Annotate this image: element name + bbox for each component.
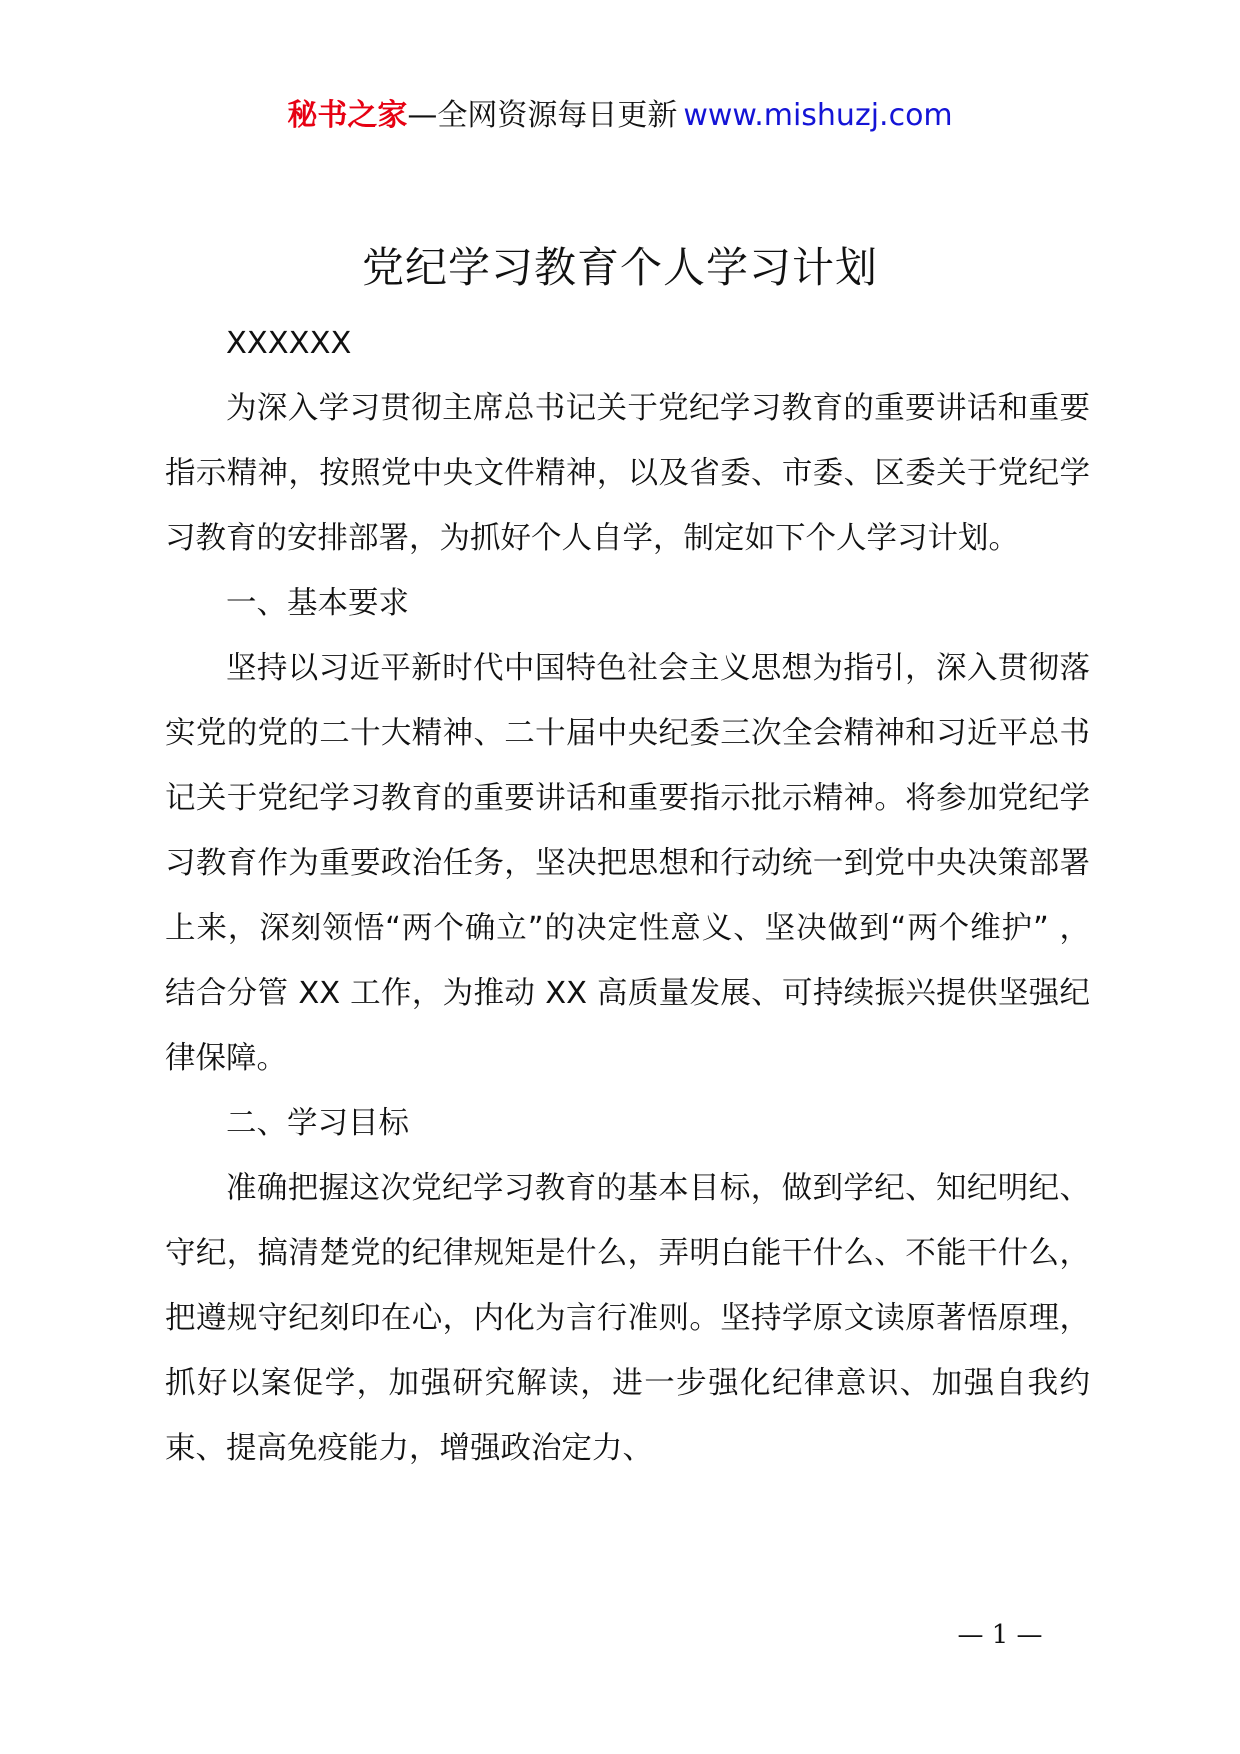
- intro-paragraph: 为深入学习贯彻主席总书记关于党纪学习教育的重要讲话和重要指示精神，按照党中央文件精神，以及省委、市委、区委关于党纪学习教育的安排部署，为抓好个人自学，制定如下个人学习计划。: [165, 391, 1090, 556]
- site-url-link[interactable]: www.mishuzj.com: [683, 98, 953, 133]
- basic-requirements-paragraph: 坚持以习近平新时代中国特色社会主义思想为指引，深入贯彻落实党的党的二十大精神、二十届中央纪委三次全会精神和习近平总书记关于党纪学习教育的重要讲话和重要指示批示精神。将参加党纪学习教育作为重要政治任务，坚决把思想和行动统一到党中央决策部署上来，深刻领悟“两个确立”的决定性意义、坚决做到“两个维护” ，结合分管 XX 工作，为推动 XX 高质量发展、可持续振兴提供坚强纪律保障。: [165, 651, 1090, 1076]
- site-brand: 秘书之家: [287, 98, 408, 133]
- document-body: [165, 311, 1090, 1481]
- section-heading-learning-goals: 二、学习目标: [226, 1106, 409, 1141]
- site-slogan: —全网资源每日更新: [407, 98, 678, 133]
- page-number: — 1 —: [957, 1620, 1043, 1650]
- author-line: XXXXXX: [226, 326, 352, 361]
- learning-goals-paragraph: 准确把握这次党纪学习教育的基本目标，做到学纪、知纪明纪、守纪，搞清楚党的纪律规矩是什么，弄明白能干什么、不能干什么，把遵规守纪刻印在心，内化为言行准则。坚持学原文读原著悟原理，抓好以案促学，加强研究解读，进一步强化纪律意识、加强自我约束、提高免疫能力，增强政治定力、: [165, 1171, 1090, 1466]
- document-title: 党纪学习教育个人学习计划: [361, 243, 878, 292]
- section-heading-basic-requirements: 一、基本要求: [226, 586, 409, 621]
- site-banner: [0, 96, 1240, 136]
